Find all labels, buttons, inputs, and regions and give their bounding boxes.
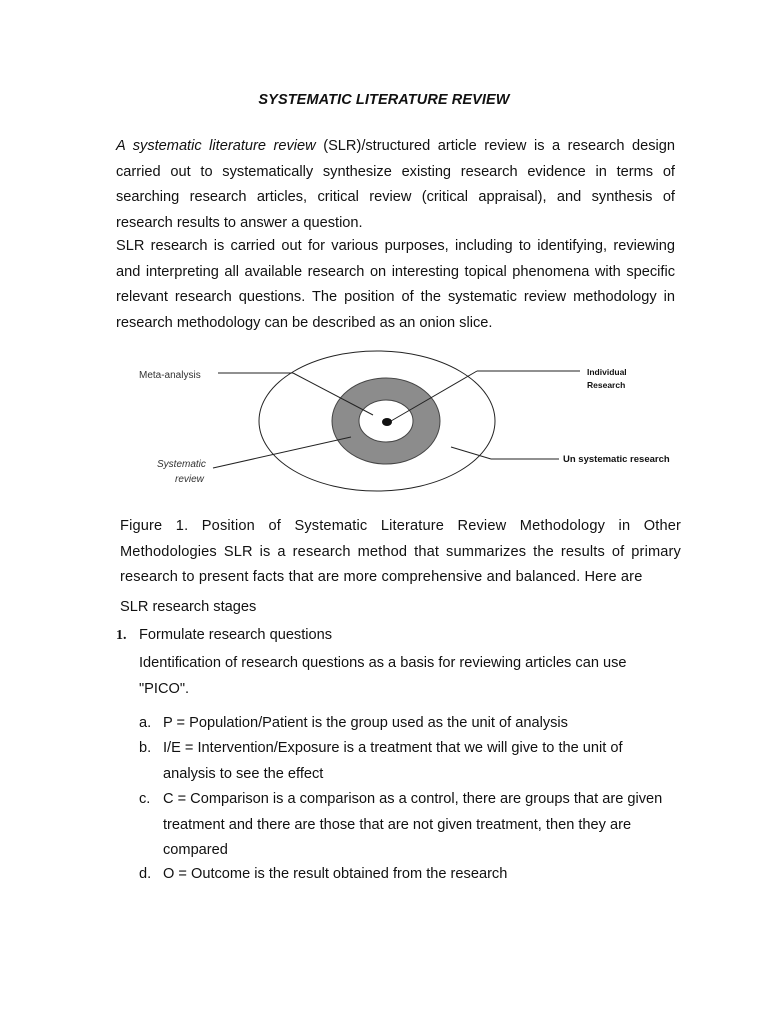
pico-letter: c. (139, 791, 151, 807)
pico-text: I/E = Intervention/Exposure is a treatment that we will give to the unit of analysis to see the effect (163, 740, 623, 782)
pico-text: P = Population/Patient is the group used as the unit of analysis (163, 715, 568, 731)
individual-label-line2: Research (587, 380, 626, 390)
stage-description: Identification of research questions as a basis for reviewing articles can use "PICO". (139, 655, 627, 697)
pico-text: O = Outcome is the result obtained from the research (163, 866, 508, 882)
intro-italic-lead: A systematic literature review (116, 138, 316, 154)
center-dot (382, 418, 392, 426)
individual-label-line1: Individual (587, 367, 627, 377)
intro-rest: (SLR)/structured article review is a research design carried out to systematically synthesize existing research evidence in terms of searching research articles, critical review (critical appraisal), and synthesis of research results to answer a question. (116, 138, 675, 231)
document-title: SYSTEMATIC LITERATURE REVIEW (258, 92, 510, 108)
pico-letter: b. (139, 740, 152, 756)
unsystematic-label: Un systematic research (563, 454, 670, 465)
pico-letter: d. (139, 866, 152, 882)
intro-paragraph (116, 134, 675, 236)
systematic-label-line2: review (175, 474, 204, 485)
stage-number: 1. (116, 628, 127, 643)
onion-diagram (125, 343, 685, 493)
stage-title: Formulate research questions (139, 627, 333, 643)
pico-text: C = Comparison is a comparison as a control, there are groups that are given treatment and there are those that are not given treatment, then they are compared (163, 791, 663, 858)
purpose-paragraph: SLR research is carried out for various purposes, including to identifying, reviewing and interpreting all available research on interesting topical phenomena with specific relevant research questions. The position of the systematic review methodology in research methodology can be described as an onion slice. (116, 238, 675, 331)
stages-heading: SLR research stages (120, 599, 257, 615)
pico-letter: a. (139, 715, 152, 731)
figure-caption: Figure 1. Position of Systematic Literature Review Methodology in Other Methodologies SLR is a research method that summarizes the results of primary research to present facts that are more comprehensive and balanced. Here are (120, 518, 681, 585)
meta-analysis-label: Meta-analysis (139, 370, 201, 381)
systematic-label-line1: Systematic (157, 459, 206, 470)
